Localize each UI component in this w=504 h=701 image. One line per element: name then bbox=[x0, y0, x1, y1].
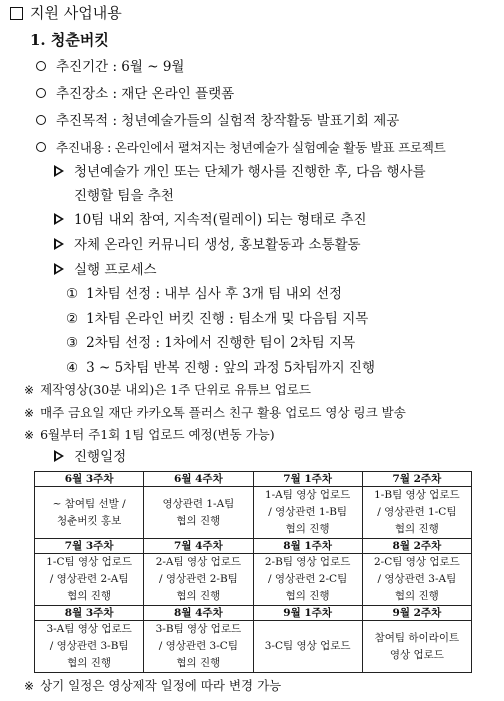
schedule-cell bbox=[362, 554, 471, 606]
schedule-week-header: 7월 3주차 bbox=[35, 539, 144, 554]
reference-mark-icon: ※ bbox=[24, 679, 35, 693]
schedule-cell-line: / 영상관련 3-C팀 bbox=[158, 640, 238, 652]
schedule-cell-line: 영상관련 1-A팀 bbox=[162, 497, 235, 510]
process-step: ① 1차팀 선정 : 내부 심사 후 3개 팀 내외 선정 bbox=[66, 286, 343, 302]
subsection-title: 1. 청춘버킷 bbox=[30, 31, 109, 49]
triangle-bullet-icon bbox=[54, 165, 64, 177]
schedule-week-header: 8월 1주차 bbox=[253, 539, 362, 554]
bullet-period: 추진기간 : 6월 ~ 9월 bbox=[36, 57, 184, 77]
schedule-cell-line: 협의 진행 bbox=[285, 590, 330, 602]
footer-note: ※ 상기 일정은 영상제작 일정에 따라 변경 가능 bbox=[24, 676, 281, 696]
section-heading bbox=[10, 3, 122, 23]
schedule-cell bbox=[144, 554, 253, 606]
detail-item: 10팀 내외 참여, 지속적(릴레이) 되는 형태로 추진 bbox=[54, 210, 367, 230]
schedule-cell-line: 3-A팀 영상 업로드 bbox=[46, 623, 132, 635]
schedule-cell-line: 참여팀 하이라이트 bbox=[374, 631, 460, 644]
schedule-cell-line: 1-C팀 영상 업로드 bbox=[46, 556, 133, 568]
schedule-cell-line: 1-A팀 영상 업로드 bbox=[264, 489, 351, 501]
schedule-cell-line: / 영상관련 3-B팀 bbox=[49, 640, 129, 652]
checkbox-square-icon bbox=[10, 7, 23, 20]
note: ※ 6월부터 주1회 1팀 업로드 예정(변동 가능) bbox=[24, 425, 275, 445]
schedule-header-row bbox=[35, 539, 472, 554]
schedule-cell bbox=[253, 487, 362, 539]
circle-bullet-icon bbox=[36, 88, 46, 98]
schedule-cell bbox=[253, 621, 362, 673]
schedule-cell-line: / 영상관련 2-B팀 bbox=[158, 573, 238, 585]
triangle-bullet-icon bbox=[54, 238, 64, 250]
process-step: ② 1차팀 온라인 버킷 진행 : 팀소개 및 다음팀 지목 bbox=[66, 311, 369, 327]
schedule-cell-line: 2-B팀 영상 업로드 bbox=[264, 556, 351, 568]
schedule-cell-line: / 영상관련 2-A팀 bbox=[49, 573, 129, 585]
bullet-purpose: 추진목적 : 청년예술가들의 실험적 창작활동 발표기회 제공 bbox=[36, 111, 399, 131]
schedule-cell-line: 협의 진행 bbox=[394, 523, 439, 535]
schedule-cell-line: / 영상관련 1-C팀 bbox=[377, 506, 457, 518]
schedule-cell bbox=[144, 487, 253, 539]
triangle-bullet-icon bbox=[54, 450, 64, 462]
schedule-week-header: 7월 1주차 bbox=[253, 472, 362, 487]
schedule-cell bbox=[144, 621, 253, 673]
triangle-bullet-icon bbox=[54, 213, 64, 225]
bullet-content: 추진내용 : 온라인에서 펼쳐지는 청년예술가 실험예술 활동 발표 프로젝트 bbox=[36, 138, 446, 158]
circle-bullet-icon bbox=[36, 115, 46, 125]
schedule-cell-line: 1-B팀 영상 업로드 bbox=[374, 489, 460, 501]
section-title: 지원 사업내용 bbox=[30, 4, 122, 22]
note: ※ 매주 금요일 재단 카카오톡 플러스 친구 활용 업로드 영상 링크 발송 bbox=[24, 403, 406, 423]
schedule-cell-line: 협의 진행 bbox=[176, 514, 221, 527]
schedule-cell bbox=[35, 554, 144, 606]
schedule-week-header: 9월 1주차 bbox=[253, 606, 362, 621]
schedule-cell-line: 협의 진행 bbox=[176, 657, 221, 669]
schedule-week-header: 7월 4주차 bbox=[144, 539, 253, 554]
detail-item: 실행 프로세스 bbox=[54, 260, 157, 280]
triangle-bullet-icon bbox=[54, 263, 64, 275]
schedule-week-header: 8월 4주차 bbox=[144, 606, 253, 621]
schedule-cell-line: 3-C팀 영상 업로드 bbox=[264, 640, 351, 652]
schedule-content-row bbox=[35, 554, 472, 606]
schedule-content-row bbox=[35, 487, 472, 539]
reference-mark-icon: ※ bbox=[24, 383, 35, 397]
schedule-cell-line: 2-A팀 영상 업로드 bbox=[155, 556, 242, 568]
schedule-table bbox=[34, 471, 472, 673]
schedule-week-header: 7월 2주차 bbox=[362, 472, 471, 487]
schedule-week-header: 6월 3주차 bbox=[35, 472, 144, 487]
schedule-cell-line: 협의 진행 bbox=[67, 590, 112, 602]
schedule-week-header: 9월 2주차 bbox=[362, 606, 471, 621]
schedule-cell bbox=[253, 554, 362, 606]
schedule-cell bbox=[35, 487, 144, 539]
schedule-cell-line: ~ 참여팀 선발 / bbox=[52, 497, 126, 510]
schedule-week-header: 6월 4주차 bbox=[144, 472, 253, 487]
detail-item-continued: 진행할 팀을 추천 bbox=[74, 188, 174, 204]
detail-item: 청년예술가 개인 또는 단체가 행사를 진행한 후, 다음 행사를 bbox=[54, 162, 426, 182]
schedule-cell-line: 협의 진행 bbox=[394, 590, 439, 602]
reference-mark-icon: ※ bbox=[24, 406, 35, 420]
note: ※ 제작영상(30분 내외)은 1주 단위로 유튜브 업로드 bbox=[24, 380, 311, 400]
process-step: ③ 2차팀 선정 : 1차에서 진행한 팀이 2차팀 지목 bbox=[66, 335, 356, 351]
schedule-cell-line: 3-B팀 영상 업로드 bbox=[155, 623, 242, 635]
schedule-cell-line: 2-C팀 영상 업로드 bbox=[373, 556, 460, 568]
schedule-cell-line: / 영상관련 1-B팀 bbox=[268, 506, 348, 518]
schedule-label: 진행일정 bbox=[54, 447, 126, 467]
schedule-cell-line: 협의 진행 bbox=[67, 657, 112, 669]
schedule-week-header: 8월 3주차 bbox=[35, 606, 144, 621]
reference-mark-icon: ※ bbox=[24, 428, 35, 442]
schedule-cell-line: 청춘버킷 홍보 bbox=[57, 514, 122, 527]
schedule-cell-line: 영상 업로드 bbox=[389, 648, 444, 661]
schedule-cell bbox=[362, 487, 471, 539]
schedule-cell-line: / 영상관련 2-C팀 bbox=[268, 573, 348, 585]
schedule-header-row bbox=[35, 472, 472, 487]
detail-item: 자체 온라인 커뮤니티 생성, 홍보활동과 소통활동 bbox=[54, 235, 361, 255]
schedule-week-header: 8월 2주차 bbox=[362, 539, 471, 554]
schedule-cell bbox=[362, 621, 471, 673]
schedule-cell bbox=[35, 621, 144, 673]
schedule-cell-line: 협의 진행 bbox=[285, 523, 330, 535]
schedule-cell-line: / 영상관련 3-A팀 bbox=[377, 573, 457, 585]
circle-bullet-icon bbox=[36, 61, 46, 71]
schedule-header-row bbox=[35, 606, 472, 621]
process-step: ④ 3 ~ 5차팀 반복 진행 : 앞의 과정 5차팀까지 진행 bbox=[66, 360, 376, 376]
circle-bullet-icon bbox=[36, 142, 46, 152]
schedule-cell-line: 협의 진행 bbox=[176, 590, 221, 602]
bullet-place: 추진장소 : 재단 온라인 플랫폼 bbox=[36, 84, 234, 104]
schedule-content-row bbox=[35, 621, 472, 673]
